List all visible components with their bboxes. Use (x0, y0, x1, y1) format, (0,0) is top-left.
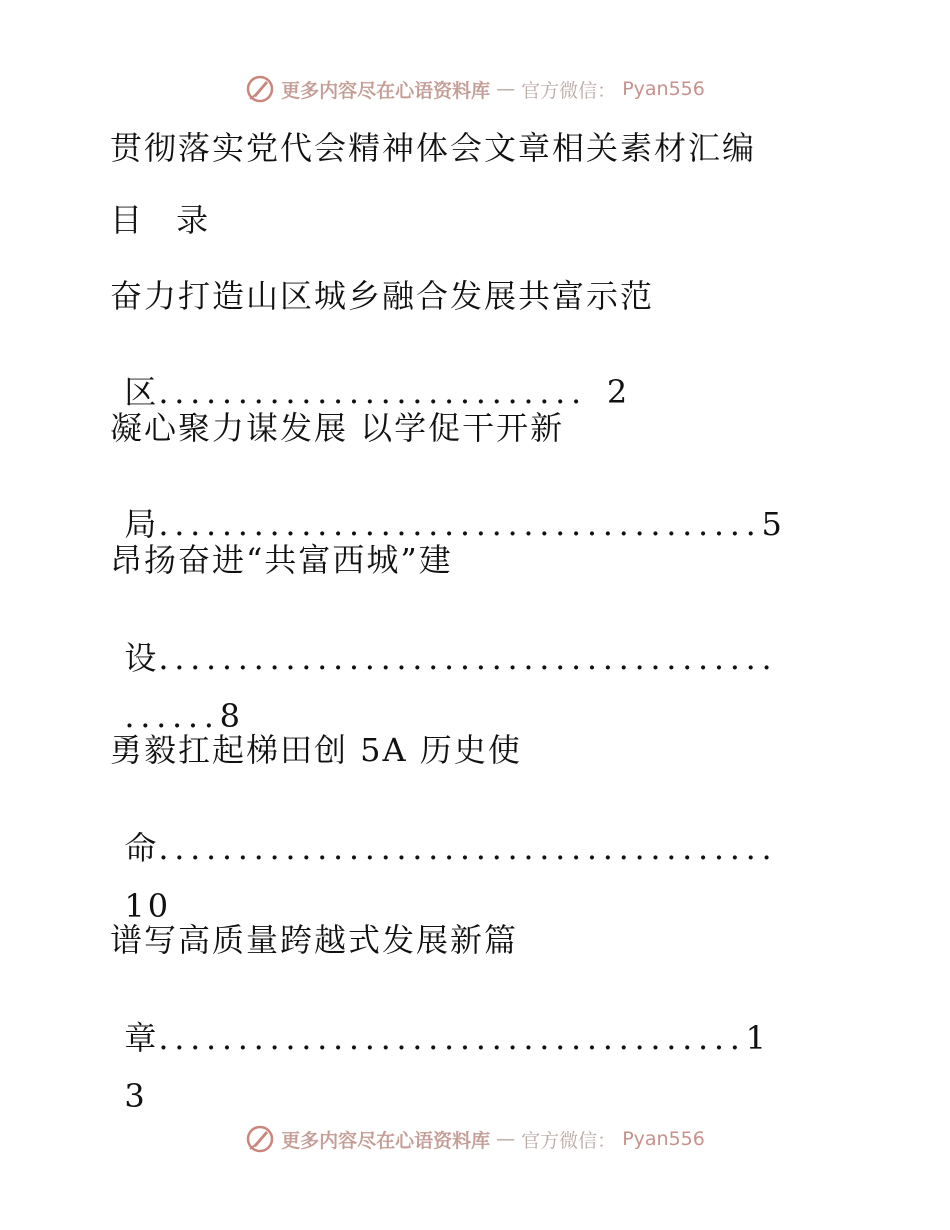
toc-entry-dots: ....................................... (158, 639, 778, 677)
toc-entry-leader[interactable] (100, 464, 785, 544)
toc-entry-dots: ....................................... (158, 829, 778, 867)
toc-entry-dots: ..................................... (158, 1019, 746, 1057)
toc-entry-leader[interactable] (100, 788, 777, 868)
toc-entry-leader[interactable] (100, 332, 630, 412)
toc-entry-page: 1 (745, 1019, 769, 1057)
toc-entry-lead-char: 局 (124, 505, 159, 543)
toc-entry-title[interactable]: 勇毅扛起梯田创 5A 历史使 (110, 731, 522, 769)
watermark-wechat-id: Pyan556 (622, 1128, 705, 1150)
watermark-wechat-id: Pyan556 (622, 78, 705, 100)
watermark-sub-text: 官方微信： (521, 1129, 617, 1152)
toc-entry-title[interactable]: 凝心聚力谋发展 以学促干开新 (110, 409, 565, 447)
quill-logo-icon (245, 74, 275, 104)
toc-entry-page: 10 (124, 887, 172, 925)
toc-entry-lead-char: 命 (124, 829, 159, 867)
toc-heading: 目 录 (110, 201, 221, 239)
toc-entry-leader-continued[interactable] (100, 1036, 148, 1116)
toc-entry-leader-continued[interactable] (100, 846, 171, 926)
toc-entry-page: 3 (124, 1077, 148, 1115)
toc-entry-title[interactable]: 昂扬奋进“共富西城”建 (110, 541, 453, 579)
toc-entry-dots: ...................................... (158, 505, 762, 543)
toc-entry-lead-char: 章 (124, 1019, 159, 1057)
toc-entry-title[interactable]: 奋力打造山区城乡融合发展共富示范 (110, 277, 655, 315)
toc-entry-lead-char: 设 (124, 639, 159, 677)
watermark-main-text: 更多内容尽在心语资料库 (281, 79, 491, 102)
watermark-separator: — (496, 78, 516, 100)
document-title: 贯彻落实党代会精神体会文章相关素材汇编 (110, 129, 757, 167)
toc-entry-dots: ........................... (158, 373, 587, 411)
toc-entry-page: 2 (606, 373, 631, 411)
watermark-main-text: 更多内容尽在心语资料库 (281, 1129, 491, 1152)
toc-entry-page: 8 (219, 697, 243, 735)
watermark-separator: — (496, 1128, 516, 1150)
toc-entry-page: 5 (761, 505, 785, 543)
toc-entry-dots: ...... (124, 697, 220, 735)
watermark-sub-text: 官方微信： (521, 79, 617, 102)
toc-entry-leader-continued[interactable] (100, 656, 243, 736)
watermark-footer (0, 1124, 950, 1154)
toc-entry-title[interactable]: 谱写高质量跨越式发展新篇 (110, 921, 519, 959)
quill-logo-icon (245, 1124, 275, 1154)
toc-entry-leader[interactable] (100, 978, 769, 1058)
watermark-header (0, 74, 950, 104)
toc-entry-lead-char: 区 (124, 373, 159, 411)
